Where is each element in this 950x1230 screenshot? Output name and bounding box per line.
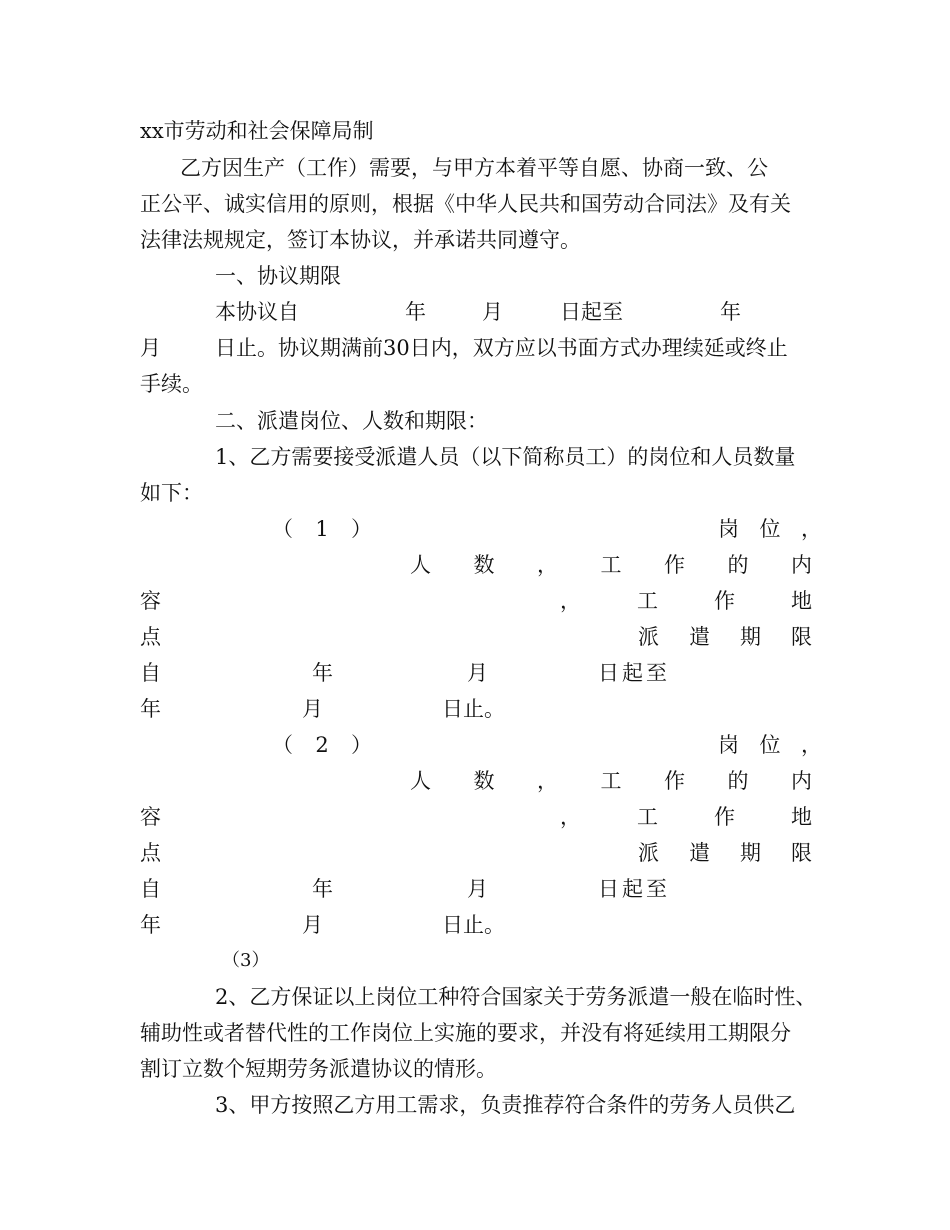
dispatch-term-char: 遣: [689, 625, 710, 649]
section2-title: 二、派遣岗位、人数和期限：: [215, 409, 488, 433]
work-content-char: 的: [727, 769, 749, 793]
location-char: 地: [791, 805, 812, 829]
position-label-char: 位: [759, 733, 781, 757]
comma: ，: [560, 805, 581, 829]
term-month-label: 月: [482, 300, 503, 324]
comma: ，: [537, 769, 558, 793]
dispatch-term-char: 期: [740, 625, 761, 649]
term-year2-label: 年: [720, 300, 741, 324]
item3-line1: 3、甲方按照乙方用工需求，负责推荐符合条件的劳务人员供乙: [215, 1093, 796, 1117]
comma: ，: [560, 589, 581, 613]
work-content-char: 内: [791, 769, 812, 793]
item2-line2: 辅助性或者替代性的工作岗位上实施的要求，并没有将延续用工期限分: [140, 1021, 791, 1045]
day-end-label: 日止。: [442, 697, 505, 721]
item2-line3: 割订立数个短期劳务派遣协议的情形。: [140, 1057, 497, 1081]
item1-line1: 1、乙方需要接受派遣人员（以下简称员工）的岗位和人员数量: [215, 445, 796, 469]
dispatch-term-char: 期: [740, 841, 761, 865]
comma: ，: [537, 553, 558, 577]
location-char: 点: [140, 841, 161, 865]
entry-number: 1: [315, 517, 329, 541]
term-start-text: 本协议自: [215, 300, 299, 324]
year-label: 年: [312, 661, 333, 685]
from-label: 自: [140, 877, 161, 901]
position-label-char: 岗: [718, 733, 739, 757]
year-label: 年: [312, 877, 333, 901]
from-label: 自: [140, 661, 161, 685]
position-label-char: 岗: [718, 517, 739, 541]
entry-number-open: （: [272, 733, 293, 757]
section1-title: 一、协议期限: [215, 264, 341, 288]
work-content-char: 工: [600, 769, 622, 793]
month-label: 月: [302, 697, 323, 721]
work-content-char: 的: [727, 553, 749, 577]
intro-line-2: 正公平、诚实信用的原则，根据《中华人民共和国劳动合同法》及有关: [140, 192, 791, 216]
work-content-char: 作: [664, 553, 685, 577]
location-char: 工: [637, 589, 658, 613]
month-label: 月: [467, 877, 488, 901]
location-char: 地: [791, 589, 812, 613]
month-label: 月: [467, 661, 488, 685]
headcount-char: 人: [410, 769, 431, 793]
work-content-char: 内: [791, 553, 812, 577]
year-label: 年: [140, 697, 161, 721]
work-content-char: 作: [664, 769, 685, 793]
work-content-char: 容: [140, 805, 161, 829]
headcount-char: 数: [473, 769, 495, 793]
dispatch-term-char: 限: [791, 841, 812, 865]
entry-number-close: ）: [351, 733, 372, 757]
comma: ，: [801, 733, 822, 757]
dispatch-term-char: 派: [638, 841, 659, 865]
year-label: 年: [140, 913, 161, 937]
location-char: 作: [714, 589, 735, 613]
position-entry-3: （3）: [222, 950, 270, 971]
work-content-char: 工: [600, 553, 622, 577]
work-content-char: 容: [140, 589, 161, 613]
term-day-from: 日起至: [560, 300, 623, 324]
intro-line-1: 乙方因生产（工作）需要，与甲方本着平等自愿、协商一致、公: [180, 156, 768, 180]
term-year-label: 年: [405, 300, 426, 324]
intro-line-3: 法律法规规定，签订本协议，并承诺共同遵守。: [140, 228, 581, 252]
headcount-char: 数: [473, 553, 495, 577]
location-char: 作: [714, 805, 735, 829]
entry-number: 2: [315, 733, 329, 757]
term-line2-rest: 日止。协议期满前30日内，双方应以书面方式办理续延或终止: [215, 336, 788, 360]
headcount-char: 人: [410, 553, 431, 577]
header-issuer: xx市劳动和社会保障局制: [140, 119, 374, 143]
term-month2-label: 月: [140, 336, 161, 360]
term-line3: 手续。: [140, 372, 203, 396]
location-char: 点: [140, 625, 161, 649]
dispatch-term-char: 限: [791, 625, 812, 649]
entry-number-open: （: [272, 517, 293, 541]
day-end-label: 日止。: [442, 913, 505, 937]
day-from-label: 日起至: [598, 661, 670, 685]
item2-line1: 2、乙方保证以上岗位工种符合国家关于劳务派遣一般在临时性、: [215, 985, 817, 1009]
day-from-label: 日起至: [598, 877, 670, 901]
comma: ，: [801, 517, 822, 541]
dispatch-term-char: 遣: [689, 841, 710, 865]
month-label: 月: [302, 913, 323, 937]
item1-line2: 如下：: [140, 481, 203, 505]
position-label-char: 位: [759, 517, 781, 541]
dispatch-term-char: 派: [638, 625, 659, 649]
location-char: 工: [637, 805, 658, 829]
entry-number-close: ）: [351, 517, 372, 541]
